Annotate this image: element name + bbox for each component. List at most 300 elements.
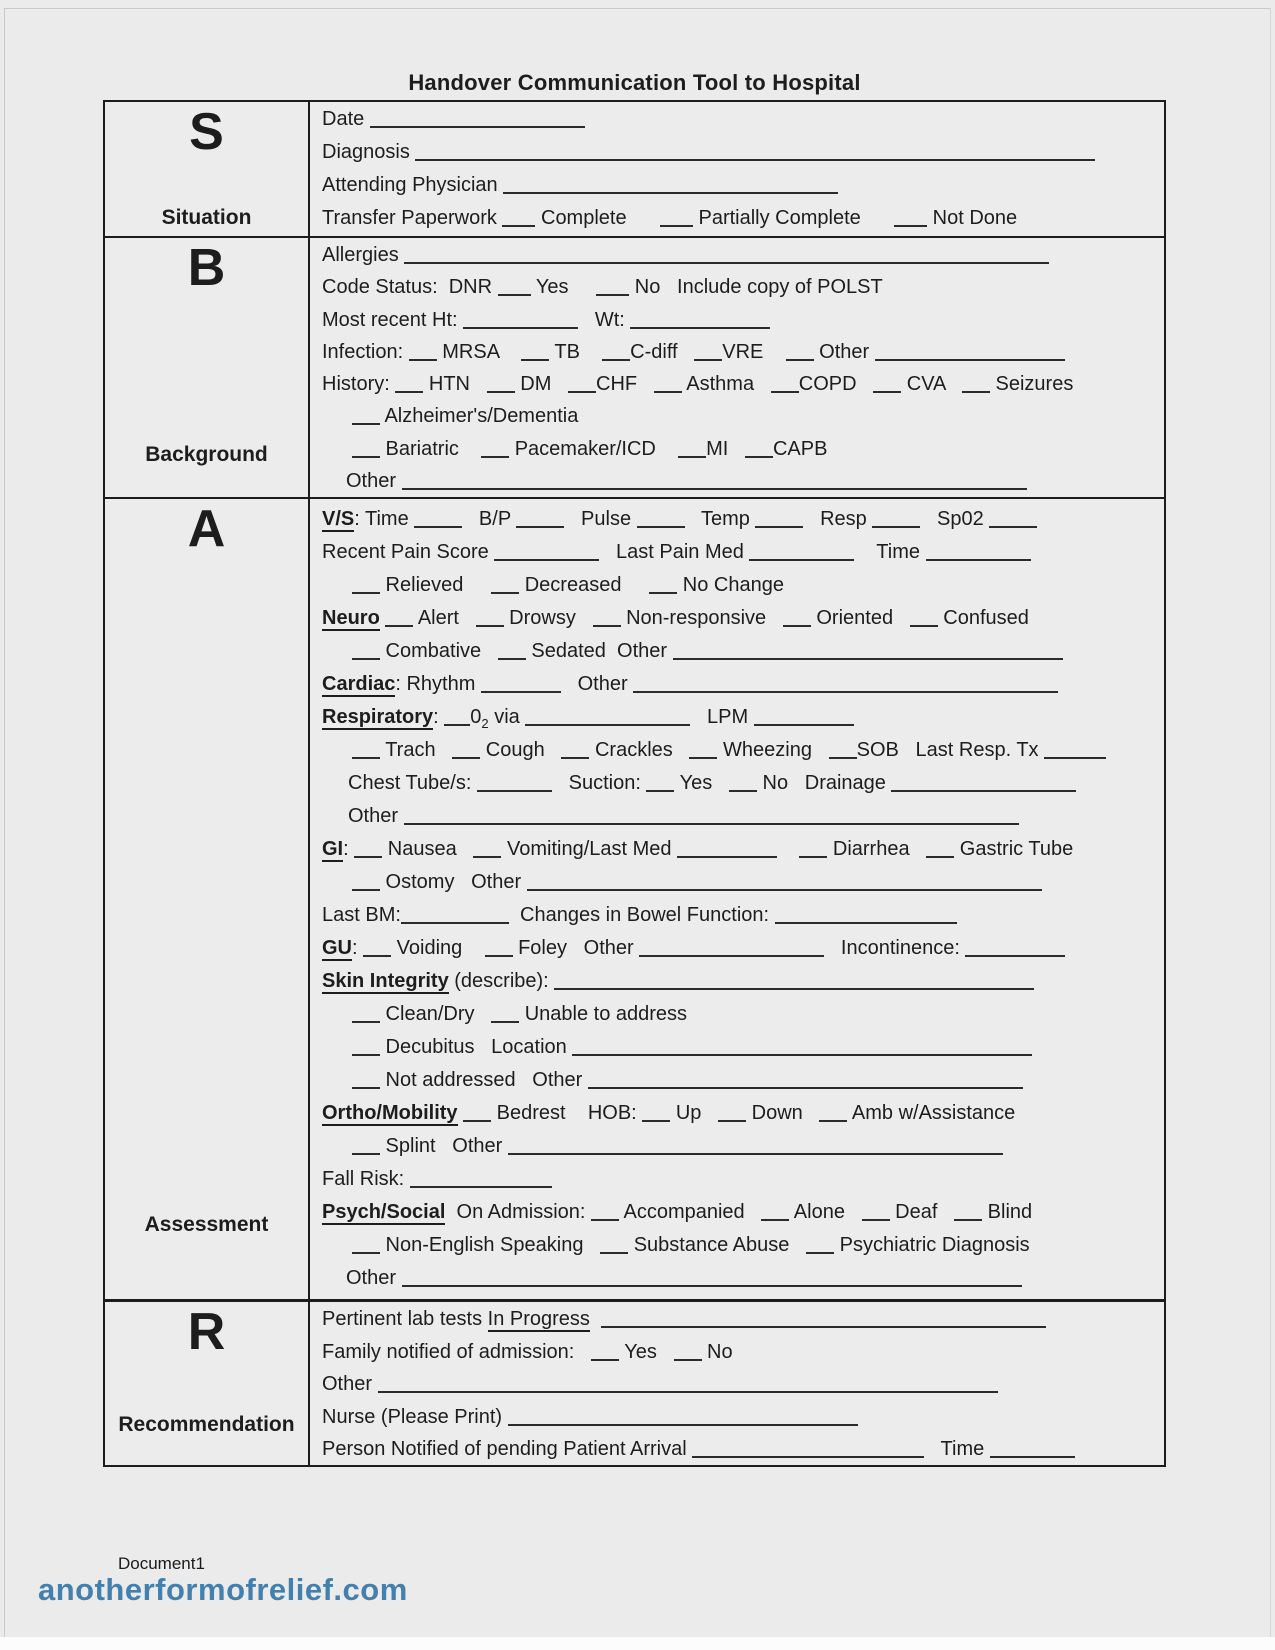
form-text: Relieved	[380, 574, 492, 596]
watermark-site-text: anotherformofrelief.com	[38, 1572, 408, 1607]
form-text: : Time	[354, 508, 415, 530]
blank-fill-line	[786, 345, 814, 361]
form-text: Pacemaker/ICD	[509, 437, 679, 460]
form-text: Confused	[937, 607, 1029, 629]
blank-fill-line	[378, 1377, 998, 1393]
form-text: MI	[706, 437, 745, 460]
form-text: Blind	[982, 1201, 1033, 1223]
line-indent	[322, 1019, 352, 1020]
section-letter: A	[187, 500, 226, 558]
form-text: DM	[514, 373, 569, 396]
section-row-situation	[105, 102, 1164, 236]
blank-fill-line	[799, 842, 827, 858]
line-indent	[322, 1052, 352, 1053]
line-indent	[322, 755, 352, 756]
blank-fill-line	[363, 941, 391, 957]
form-line	[322, 1031, 1156, 1064]
blank-fill-line	[481, 677, 561, 693]
form-text: CVA	[901, 373, 962, 396]
form-text: Recent Pain Score	[322, 541, 495, 563]
blank-fill-line	[352, 743, 380, 759]
blank-fill-line	[990, 1442, 1075, 1458]
form-text: SOB Last Resp. Tx	[856, 739, 1045, 761]
form-text: No Change	[677, 574, 784, 596]
form-text: Gastric Tube	[954, 838, 1074, 860]
form-text: Person Notified of pending Patient Arrival	[322, 1438, 693, 1460]
form-line	[322, 1401, 1156, 1434]
form-text: via	[488, 706, 526, 728]
line-indent	[322, 1283, 346, 1284]
section-name: Assessment	[144, 1213, 269, 1236]
document-title: Handover Communication Tool to Hospital	[408, 70, 861, 95]
blank-fill-line	[646, 776, 674, 792]
blank-fill-line	[352, 644, 380, 660]
form-line	[322, 1130, 1156, 1163]
form-text: No Drainage	[756, 772, 892, 794]
form-text: Crackles	[589, 739, 690, 761]
form-text: Last Pain Med	[599, 541, 750, 563]
section-letter: S	[189, 103, 224, 161]
form-text: Amb w/Assistance	[847, 1102, 1016, 1124]
form-text: Resp	[803, 508, 873, 530]
form-heading: Respiratory	[322, 706, 434, 728]
blank-fill-line	[637, 512, 685, 528]
form-text: Wt:	[578, 308, 631, 331]
section-row-assessment	[105, 497, 1164, 1299]
form-text: B/P	[462, 508, 517, 530]
section-label-column	[105, 238, 310, 497]
blank-fill-line	[754, 710, 854, 726]
form-text: Substance Abuse	[628, 1234, 807, 1256]
form-line	[322, 800, 1156, 833]
line-indent	[322, 788, 348, 789]
blank-fill-line	[692, 1442, 924, 1458]
blank-fill-line	[591, 1345, 619, 1361]
form-line	[322, 1303, 1156, 1336]
blank-fill-line	[415, 145, 1095, 161]
blank-fill-line	[352, 1238, 380, 1254]
form-text: Asthma	[681, 373, 771, 396]
blank-fill-line	[745, 442, 773, 458]
form-heading: Cardiac	[322, 673, 396, 695]
form-line	[322, 1196, 1156, 1229]
section-row-background	[105, 236, 1164, 497]
blank-fill-line	[352, 1073, 380, 1089]
form-text	[777, 838, 799, 860]
section-label-column	[105, 102, 310, 236]
blank-fill-line	[891, 776, 1076, 792]
form-line	[322, 103, 1156, 136]
blank-fill-line	[639, 941, 824, 957]
form-text: Sp02	[920, 508, 990, 530]
form-text: Sedated Other	[525, 640, 673, 662]
blank-fill-line	[872, 512, 920, 528]
form-text: Nausea	[382, 838, 474, 860]
form-line	[322, 536, 1156, 569]
form-text: Decreased	[519, 574, 650, 596]
form-text: Wheezing	[717, 739, 829, 761]
form-text: Vomiting/Last Med	[501, 838, 678, 860]
blank-fill-line	[649, 578, 677, 594]
form-line	[322, 271, 1156, 303]
blank-fill-line	[819, 1106, 847, 1122]
blank-fill-line	[414, 512, 462, 528]
blank-fill-line	[568, 377, 596, 393]
form-text: CAPB	[772, 437, 828, 460]
blank-fill-line	[481, 442, 509, 458]
form-line	[322, 400, 1156, 432]
blank-fill-line	[352, 409, 380, 425]
form-text: Decubitus Location	[380, 1036, 573, 1058]
blank-fill-line	[352, 578, 380, 594]
form-text	[590, 1308, 601, 1330]
form-line	[322, 833, 1156, 866]
form-text: Family notified of admission:	[322, 1340, 591, 1363]
form-text: Combative	[380, 640, 498, 662]
blank-fill-line	[654, 377, 682, 393]
blank-fill-line	[410, 1172, 552, 1188]
form-line	[322, 1097, 1156, 1130]
blank-fill-line	[476, 611, 504, 627]
section-row-recommendation	[105, 1299, 1164, 1465]
line-indent	[322, 887, 352, 888]
form-text: Code Status: DNR	[322, 276, 498, 299]
section-letter: B	[187, 239, 226, 297]
form-line	[322, 668, 1156, 701]
form-line	[322, 569, 1156, 602]
form-text: Trach	[380, 739, 453, 761]
section-label-column	[105, 1302, 310, 1465]
form-text: Clean/Dry	[380, 1003, 492, 1025]
blank-fill-line	[409, 345, 437, 361]
form-text: Attending Physician	[322, 174, 504, 196]
form-line	[322, 1229, 1156, 1262]
blank-fill-line	[601, 1312, 1046, 1328]
form-text: Other	[348, 805, 404, 827]
form-text: 0	[470, 706, 482, 728]
blank-fill-line	[402, 1271, 1022, 1287]
form-line	[322, 635, 1156, 668]
form-text: Accompanied	[619, 1201, 762, 1223]
line-indent	[322, 421, 352, 422]
blank-fill-line	[761, 1205, 789, 1221]
form-line	[322, 1262, 1156, 1295]
form-text: Diagnosis	[322, 141, 416, 163]
form-text: History:	[322, 373, 396, 396]
blank-fill-line	[954, 1205, 982, 1221]
form-text: VRE	[722, 340, 786, 363]
section-content	[310, 238, 1164, 497]
form-text: Fall Risk:	[322, 1168, 410, 1190]
form-text: Changes in Bowel Function:	[508, 904, 775, 926]
blank-fill-line	[673, 644, 1063, 660]
blank-fill-line	[783, 611, 811, 627]
blank-fill-line	[718, 1106, 746, 1122]
form-text: Cough	[480, 739, 562, 761]
blank-fill-line	[689, 743, 717, 759]
form-text: Incontinence:	[824, 937, 966, 959]
line-indent	[322, 656, 352, 657]
blank-fill-line	[352, 875, 380, 891]
form-text: : Rhythm	[395, 673, 481, 695]
section-letter: R	[187, 1303, 226, 1361]
form-text: LPM	[690, 706, 754, 728]
form-line	[322, 932, 1156, 965]
form-line	[322, 368, 1156, 400]
blank-fill-line	[498, 644, 526, 660]
form-text: Complete	[535, 207, 660, 229]
blank-fill-line	[749, 545, 854, 561]
blank-fill-line	[404, 248, 1049, 264]
blank-fill-line	[965, 941, 1065, 957]
blank-fill-line	[677, 842, 777, 858]
form-text: COPD	[798, 373, 874, 396]
form-line	[322, 1433, 1156, 1465]
form-text: :	[433, 706, 445, 728]
form-text: Deaf	[889, 1201, 955, 1223]
form-text: Pertinent lab tests	[322, 1308, 488, 1330]
blank-fill-line	[593, 611, 621, 627]
form-text: Yes	[530, 276, 597, 299]
section-content	[310, 499, 1164, 1299]
form-text: Alzheimer's/Dementia	[380, 405, 579, 428]
blank-fill-line	[572, 1040, 1032, 1056]
blank-fill-line	[771, 377, 799, 393]
blank-fill-line	[498, 280, 531, 296]
form-text: Not addressed Other	[380, 1069, 588, 1091]
form-heading: Skin Integrity	[322, 970, 449, 992]
scan-bottom-strip	[0, 1637, 1275, 1650]
blank-fill-line	[561, 743, 589, 759]
blank-fill-line	[352, 1139, 380, 1155]
blank-fill-line	[521, 345, 549, 361]
form-text: Other	[813, 340, 875, 363]
section-name: Situation	[161, 206, 252, 229]
blank-fill-line	[633, 677, 1058, 693]
footer-document-label: Document1	[118, 1554, 205, 1573]
blank-fill-line	[370, 112, 585, 128]
form-heading: GI	[322, 838, 344, 860]
form-text: :	[352, 937, 364, 959]
blank-fill-line	[485, 941, 513, 957]
blank-fill-line	[491, 578, 519, 594]
blank-fill-line	[596, 280, 629, 296]
form-text: Bariatric	[380, 437, 482, 460]
form-line	[322, 767, 1156, 800]
line-indent	[322, 821, 348, 822]
form-line	[322, 1336, 1156, 1369]
form-text: Allergies	[322, 244, 405, 266]
form-line	[322, 465, 1156, 497]
blank-fill-line	[602, 345, 630, 361]
form-text: Other	[560, 673, 634, 695]
form-text: Yes	[674, 772, 729, 794]
form-text: Oriented	[810, 607, 910, 629]
blank-fill-line	[591, 1205, 619, 1221]
form-text: Psychiatric Diagnosis	[834, 1234, 1030, 1256]
form-text: :	[343, 838, 355, 860]
blank-fill-line	[508, 1139, 1003, 1155]
blank-fill-line	[494, 545, 599, 561]
blank-fill-line	[463, 1106, 491, 1122]
form-text: Alone	[789, 1201, 862, 1223]
blank-fill-line	[829, 743, 857, 759]
blank-fill-line	[487, 377, 515, 393]
form-line	[322, 1064, 1156, 1097]
blank-fill-line	[402, 474, 1027, 490]
blank-fill-line	[463, 313, 578, 329]
blank-fill-line	[444, 710, 470, 726]
blank-fill-line	[755, 512, 803, 528]
line-indent	[322, 1151, 352, 1152]
line-indent	[322, 454, 352, 455]
form-line	[322, 433, 1156, 465]
form-text: Other	[322, 1373, 378, 1395]
blank-fill-line	[525, 710, 690, 726]
form-heading: Psych/Social	[322, 1201, 446, 1223]
form-line	[322, 503, 1156, 536]
form-text: Diarrhea	[827, 838, 927, 860]
blank-fill-line	[508, 1410, 858, 1426]
blank-fill-line	[473, 842, 501, 858]
form-text: Unable to address	[519, 1003, 688, 1025]
form-text: Transfer Paperwork	[322, 207, 503, 229]
form-text: Bedrest HOB:	[491, 1102, 643, 1124]
section-name: Recommendation	[118, 1413, 295, 1436]
form-line	[322, 965, 1156, 998]
form-text: CHF	[596, 373, 654, 396]
form-text: Time	[854, 541, 926, 563]
section-name: Background	[145, 443, 268, 466]
section-content	[310, 102, 1164, 236]
form-heading: Neuro	[322, 607, 380, 629]
blank-fill-line	[674, 1345, 702, 1361]
form-text: Partially Complete	[692, 207, 895, 229]
blank-fill-line	[395, 377, 423, 393]
form-text: Other	[346, 470, 402, 493]
blank-fill-line	[694, 345, 722, 361]
blank-fill-line	[729, 776, 757, 792]
blank-fill-line	[385, 611, 413, 627]
form-text: Splint Other	[380, 1135, 508, 1157]
blank-fill-line	[588, 1073, 1023, 1089]
blank-fill-line	[1044, 743, 1106, 759]
blank-fill-line	[910, 611, 938, 627]
blank-fill-line	[503, 178, 838, 194]
form-text: Other	[346, 1267, 402, 1289]
line-indent	[322, 1085, 352, 1086]
blank-fill-line	[962, 377, 990, 393]
blank-fill-line	[926, 545, 1031, 561]
blank-fill-line	[491, 1007, 519, 1023]
form-heading: V/S	[322, 508, 355, 530]
form-line	[322, 734, 1156, 767]
blank-fill-line	[775, 908, 957, 924]
form-text: Up	[670, 1102, 719, 1124]
blank-fill-line	[678, 442, 706, 458]
blank-fill-line	[527, 875, 1042, 891]
form-text: Time	[924, 1438, 990, 1460]
form-line	[322, 602, 1156, 635]
blank-fill-line	[862, 1205, 890, 1221]
form-line	[322, 169, 1156, 202]
form-text: Non-responsive	[620, 607, 783, 629]
form-text: Drowsy	[503, 607, 593, 629]
form-text: Voiding	[391, 937, 485, 959]
blank-fill-line	[926, 842, 954, 858]
form-text: HTN	[423, 373, 487, 396]
form-line	[322, 202, 1156, 235]
form-text: Yes	[619, 1340, 674, 1363]
form-text: MRSA	[436, 340, 522, 363]
form-text: Pulse	[564, 508, 637, 530]
blank-fill-line	[630, 313, 770, 329]
form-text: C-diff	[630, 340, 695, 363]
blank-fill-line	[875, 345, 1065, 361]
form-text: Alert	[413, 607, 476, 629]
form-text: Ostomy Other	[380, 871, 527, 893]
form-text: No Include copy of POLST	[629, 276, 883, 299]
form-text: (describe):	[448, 970, 555, 992]
form-line	[322, 998, 1156, 1031]
form-line	[322, 866, 1156, 899]
section-content	[310, 1302, 1164, 1465]
form-line	[322, 1163, 1156, 1196]
blank-fill-line	[352, 1007, 380, 1023]
sbar-form-table	[103, 100, 1166, 1467]
blank-fill-line	[554, 974, 1034, 990]
form-heading: GU	[322, 937, 352, 959]
blank-fill-line	[642, 1106, 670, 1122]
blank-fill-line	[600, 1238, 628, 1254]
form-text: Infection:	[322, 340, 409, 363]
blank-fill-line	[989, 512, 1037, 528]
blank-fill-line	[660, 211, 693, 227]
form-text: Most recent Ht:	[322, 308, 464, 331]
line-indent	[322, 590, 352, 591]
form-text: On Admission:	[445, 1201, 592, 1223]
form-text: Chest Tube/s:	[348, 772, 477, 794]
blank-fill-line	[894, 211, 927, 227]
form-text: Not Done	[927, 207, 1018, 229]
form-text: Suction:	[551, 772, 647, 794]
form-text: TB	[549, 340, 603, 363]
form-text: Nurse (Please Print)	[322, 1405, 508, 1428]
blank-fill-line	[502, 211, 535, 227]
section-label-column	[105, 499, 310, 1299]
form-text: Down	[746, 1102, 820, 1124]
form-heading: Ortho/Mobility	[322, 1102, 458, 1124]
blank-fill-line	[516, 512, 564, 528]
blank-fill-line	[404, 809, 1019, 825]
blank-fill-line	[401, 908, 509, 924]
form-line	[322, 136, 1156, 169]
form-text: Seizures	[989, 373, 1074, 396]
blank-fill-line	[806, 1238, 834, 1254]
form-text: Non-English Speaking	[380, 1234, 601, 1256]
form-line	[322, 304, 1156, 336]
form-text: Last BM:	[322, 904, 401, 926]
form-text: No	[701, 1340, 733, 1363]
blank-fill-line	[354, 842, 382, 858]
line-indent	[322, 486, 346, 487]
form-line	[322, 899, 1156, 932]
blank-fill-line	[352, 1040, 380, 1056]
form-line	[322, 336, 1156, 368]
blank-fill-line	[352, 442, 380, 458]
subscript-text: 2	[481, 716, 489, 731]
form-text: Date	[322, 108, 370, 130]
